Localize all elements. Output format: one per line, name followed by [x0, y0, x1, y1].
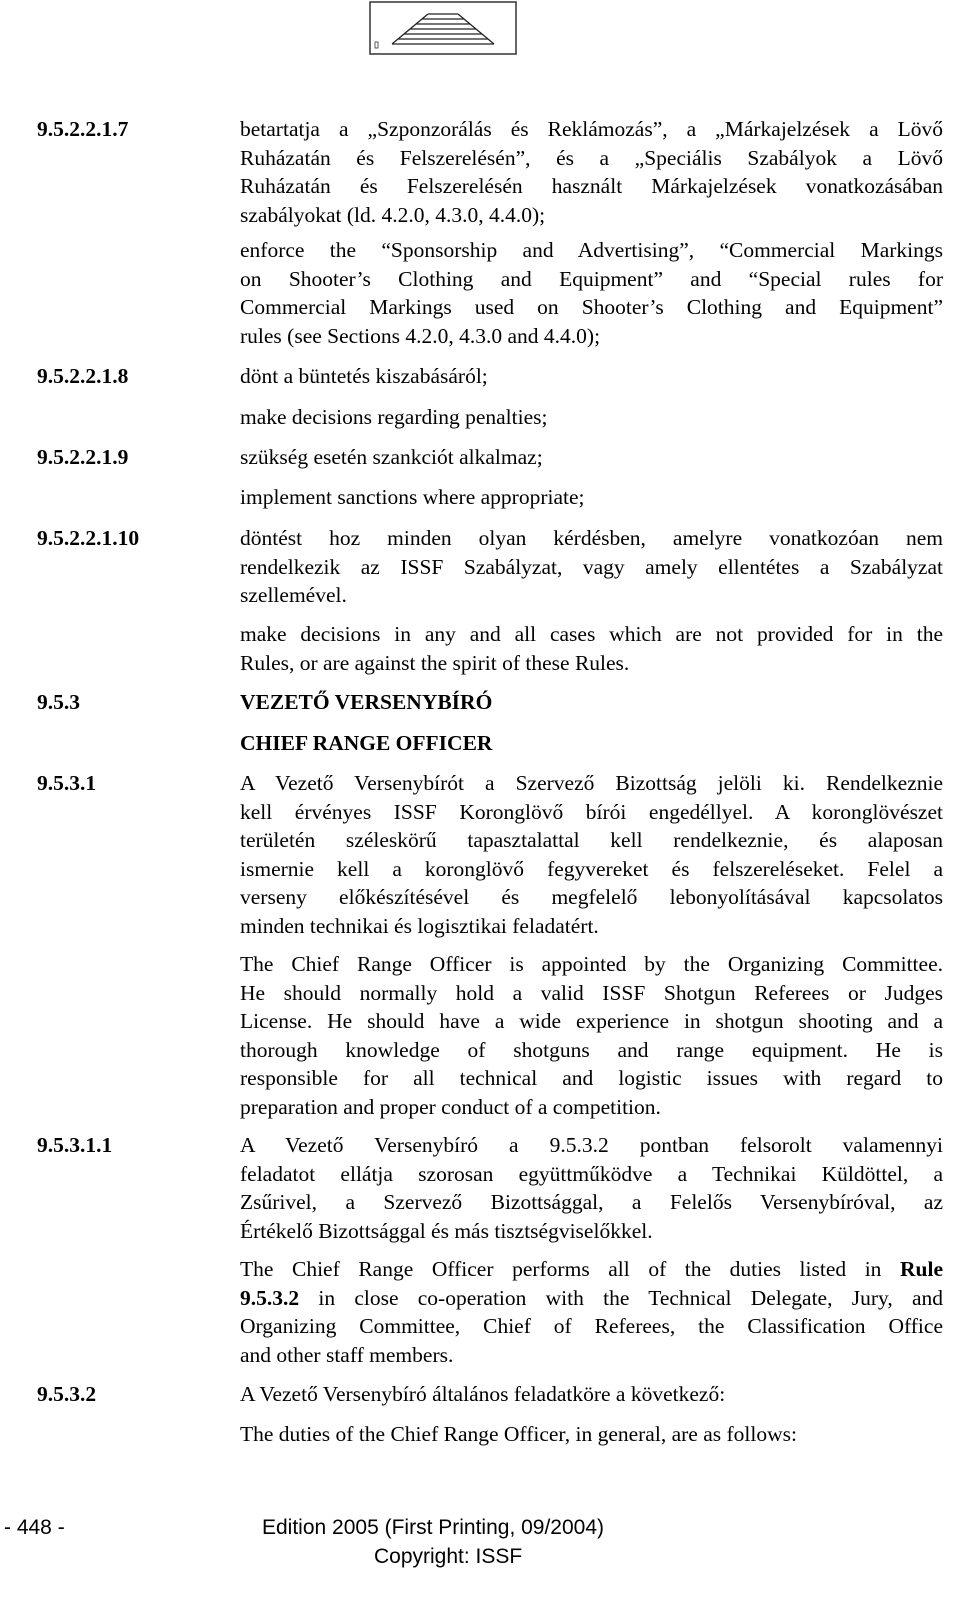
paragraph-en — [240, 1420, 943, 1449]
text-line: területén széleskörű tapasztalattal kell rendelkeznie, és alaposan — [240, 828, 943, 853]
text-line: make decisions in any and all cases which are not provided for in the — [240, 622, 943, 646]
text-line: szabályokat (ld. 4.2.0, 4.3.0, 4.4.0); — [240, 202, 546, 227]
text-line: make decisions regarding penalties; — [240, 405, 548, 429]
text-line: szellemével. — [240, 583, 347, 608]
rule-reference: Rule — [900, 1257, 943, 1281]
text-line: Rules, or are against the spirit of these Rules. — [240, 650, 630, 675]
paragraph-en — [240, 1255, 943, 1369]
section-number: 9.5.3.2 — [37, 1382, 97, 1406]
text-line: Ruházatán és Felszerelésén”, és a „Speciális Szabályok a Lövő — [240, 145, 943, 170]
text-line: feladatot ellátja szorosan együttműködve a Technikai Küldöttel, a — [240, 1161, 943, 1186]
paragraph-hu — [240, 443, 943, 472]
paragraph-hu — [240, 1131, 943, 1245]
paragraph-en — [240, 236, 943, 350]
rule-reference: 9.5.3.2 — [240, 1285, 300, 1310]
edition-text: Edition 2005 (First Printing, 09/2004) — [262, 1516, 605, 1539]
text-line: döntést hoz minden olyan kérdésben, amelyre vonatkozóan nem — [240, 526, 943, 550]
text-line: A Vezető Versenybírót a Szervező Bizottság jelöli ki. Rendelkeznie — [240, 771, 943, 795]
text-line: on Shooter’s Clothing and Equipment” and “Special rules for — [240, 266, 943, 291]
paragraph-en — [240, 620, 943, 677]
section-number: 9.5.2.2.1.8 — [37, 364, 129, 388]
text-line: A Vezető Versenybíró általános feladatköre a következő: — [240, 1382, 726, 1406]
paragraph-en — [240, 483, 943, 512]
text-line: kell érvényes ISSF Koronglövő bírói engedéllyel. A koronglövészet — [240, 799, 943, 824]
text-line: szükség esetén szankciót alkalmaz; — [240, 445, 543, 469]
section-number: 9.5.2.2.1.7 — [37, 117, 129, 141]
text-line: The duties of the Chief Range Officer, in general, are as follows: — [240, 1422, 797, 1446]
text-line: Ruházatán és Felszerelésén használt Márkajelzések vonatkozásában — [240, 174, 943, 199]
text-line: preparation and proper conduct of a competition. — [240, 1094, 661, 1119]
text-line: verseny előkészítésével és megfelelő lebonyolításával kapcsolatos — [240, 885, 943, 910]
text-line: rendelkezik az ISSF Szabályzat, vagy amely ellentétes a Szabályzat — [240, 554, 943, 579]
text-line: A Vezető Versenybíró a 9.5.3.2 pontban felsorolt valamennyi — [240, 1133, 943, 1157]
text-line: enforce the “Sponsorship and Advertising”, “Commercial Markings — [240, 238, 943, 262]
text-line: The Chief Range Officer is appointed by the Organizing Committee. — [240, 952, 943, 976]
text-run: The Chief Range Officer performs all of the duties listed in — [240, 1257, 900, 1281]
issf-logo-icon — [368, 0, 518, 56]
text-line: License. He should have a wide experience in shotgun shooting and a — [240, 1009, 943, 1034]
section-number: 9.5.2.2.1.9 — [37, 445, 129, 469]
paragraph-hu — [240, 1380, 943, 1409]
text-line: Commercial Markings used on Shooter’s Clothing and Equipment” — [240, 295, 943, 320]
text-line: ismernie kell a koronglövő fegyvereket és felszereléseket. Felel a — [240, 856, 943, 881]
text-line — [240, 1255, 943, 1284]
text-line: thorough knowledge of shotguns and range equipment. He is — [240, 1037, 943, 1062]
page-number: - 448 - — [4, 1516, 65, 1539]
paragraph-hu — [240, 769, 943, 941]
text-line: betartatja a „Szponzorálás és Reklámozás”, a „Márkajelzések a Lövő — [240, 117, 943, 141]
section-number: 9.5.2.2.1.10 — [37, 526, 140, 550]
section-number: 9.5.3.1 — [37, 771, 97, 795]
text-line: Zsűrivel, a Szervező Bizottsággal, a Felelős Versenybíróval, az — [240, 1190, 943, 1215]
text-line: and other staff members. — [240, 1342, 454, 1367]
text-line: responsible for all technical and logistic issues with regard to — [240, 1066, 943, 1091]
text-line: He should normally hold a valid ISSF Shotgun Referees or Judges — [240, 980, 943, 1005]
paragraph-hu — [240, 115, 943, 229]
section-number: 9.5.3.1.1 — [37, 1133, 113, 1157]
paragraph-hu — [240, 362, 943, 391]
text-line: Organizing Committee, Chief of Referees, the Classification Office — [240, 1314, 943, 1339]
section-heading-hu: VEZETŐ VERSENYBÍRÓ — [240, 690, 493, 714]
text-line: rules (see Sections 4.2.0, 4.3.0 and 4.4.0); — [240, 323, 601, 348]
paragraph-en — [240, 403, 943, 432]
copyright-text: Copyright: ISSF — [374, 1545, 523, 1568]
paragraph-hu — [240, 524, 943, 610]
text-run: in close co-operation with the Technical Delegate, Jury, and — [299, 1285, 943, 1310]
section-number: 9.5.3 — [37, 690, 80, 714]
paragraph-en — [240, 950, 943, 1122]
text-line: Értékelő Bizottsággal és más tisztségviselőkkel. — [240, 1218, 653, 1243]
text-line — [240, 1284, 943, 1313]
text-line: implement sanctions where appropriate; — [240, 485, 585, 509]
section-heading-en: CHIEF RANGE OFFICER — [240, 731, 493, 755]
text-line: minden technikai és logisztikai feladatért. — [240, 913, 599, 938]
text-line: dönt a büntetés kiszabásáról; — [240, 364, 488, 388]
